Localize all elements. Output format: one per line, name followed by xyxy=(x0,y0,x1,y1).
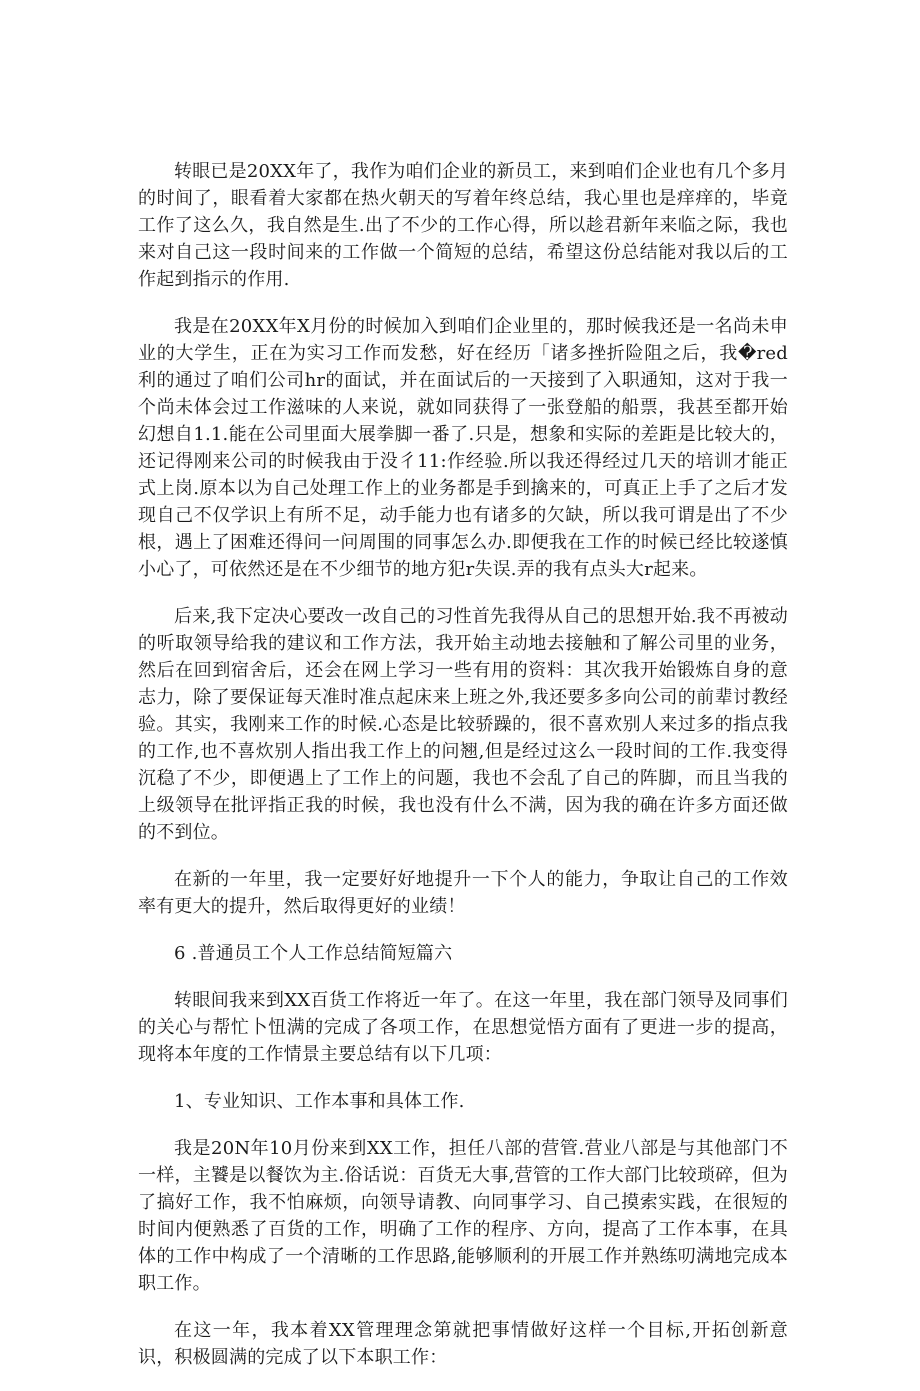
paragraph-1: 转眼已是20XX年了，我作为咱们企业的新员工，来到咱们企业也有几个多月的时间了，眼看着大家都在热火朝天的写着年终总结，我心里也是痒痒的，毕竟工作了这么久，我自然是生.出了不少的工作心得，所以趁君新年来临之际，我也来对自己这一段时间来的工作做一个简短的总结，希望这份总结能对我以后的工作起到指示的作用. xyxy=(138,161,788,290)
paragraph-4: 在新的一年里，我一定要好好地提升一下个人的能力，争取让自己的工作效率有更大的提升，然后取得更好的业绩！ xyxy=(138,869,788,917)
paragraph-5: 转眼间我来到XX百货工作将近一年了。在这一年里，我在部门领导及同事们的关心与帮忙卜忸满的完成了各项工作，在思想觉悟方面有了更进一步的提高，现将本年度的工作情景主要总结有以下几项： xyxy=(138,990,788,1065)
paragraph-6: 我是20N年10月份来到XX工作，担任八部的营管.营业八部是与其他部门不一样，主饕是以餐饮为主.俗话说：百货无大事,营管的工作大部门比较琐碎，但为了搞好工作，我不怕麻烦，向领导请教、向同事学习、自己摸索实践，在很短的时间内便熟悉了百货的工作，明确了工作的程序、方向，提高了工作本事，在具体的工作中构成了一个清晰的工作思路,能够顺利的开展工作并熟练叨满地完成本职工作。 xyxy=(138,1138,788,1294)
paragraph-2: 我是在20XX年X月份的时候加入到咱们企业里的，那时候我还是一名尚未申业的大学生，正在为实习工作而发愁，好在经历「诸多挫折险阻之后，我�red利的通过了咱们公司hr的面试，并在面试后的一天接到了入职通知，这对于我一个尚未体会过工作滋味的人来说，就如同获得了一张登船的船票，我甚至都开始幻想自1.1.能在公司里面大展拳脚一番了.只是，想象和实际的差距是比较大的，还记得刚来公司的时候我由于没彳11:作经验.所以我还得经过几天的培训才能正式上岗.原本以为自己处理工作上的业务都是手到擒来的，可真正上手了之后才发现自己不仅学识上有所不足，动手能力也有诸多的欠缺，所以我可谓是出了不少根，遇上了困难还得问一问周围的同事怎么办.即便我在工作的时候已经比较遂慎小心了，可依然还是在不少细节的地方犯r失误.弄的我有点头大r起来。 xyxy=(138,316,788,580)
section-heading: 6 .普通员工个人工作总结简短篇六 xyxy=(174,943,453,964)
subsection-heading: 1、专业知识、工作本事和具体工作. xyxy=(174,1091,465,1112)
paragraph-7: 在这一年，我本着XX管理理念第就把事情做好这样一个目标,开拓创新意识，积极圆满的完成了以下本职工作： xyxy=(138,1320,788,1368)
paragraph-3: 后来,我下定决心要改一改自己的习性首先我得从自己的思想开始.我不再被动的听取领导给我的建议和工作方法，我开始主动地去接触和了解公司里的业务，然后在回到宿舍后，还会在网上学习一些有用的资料：其次我开始锻炼自身的意志力，除了要保证每天准时准点起床来上班之外,我还要多多向公司的前辈讨教经验。其实，我刚来工作的时候.心态是比较骄躁的，很不喜欢别人来过多的指点我的工作,也不喜炊别人指出我工作上的问翘,但是经过这么一段时间的工作.我变得沉稳了不少，即便遇上了工作上的问题，我也不会乱了自己的阵脚，而且当我的上级领导在批评指正我的时候，我也没有什么不满，因为我的确在许多方面还做的不到位。 xyxy=(138,606,788,843)
document-page xyxy=(138,158,788,1391)
